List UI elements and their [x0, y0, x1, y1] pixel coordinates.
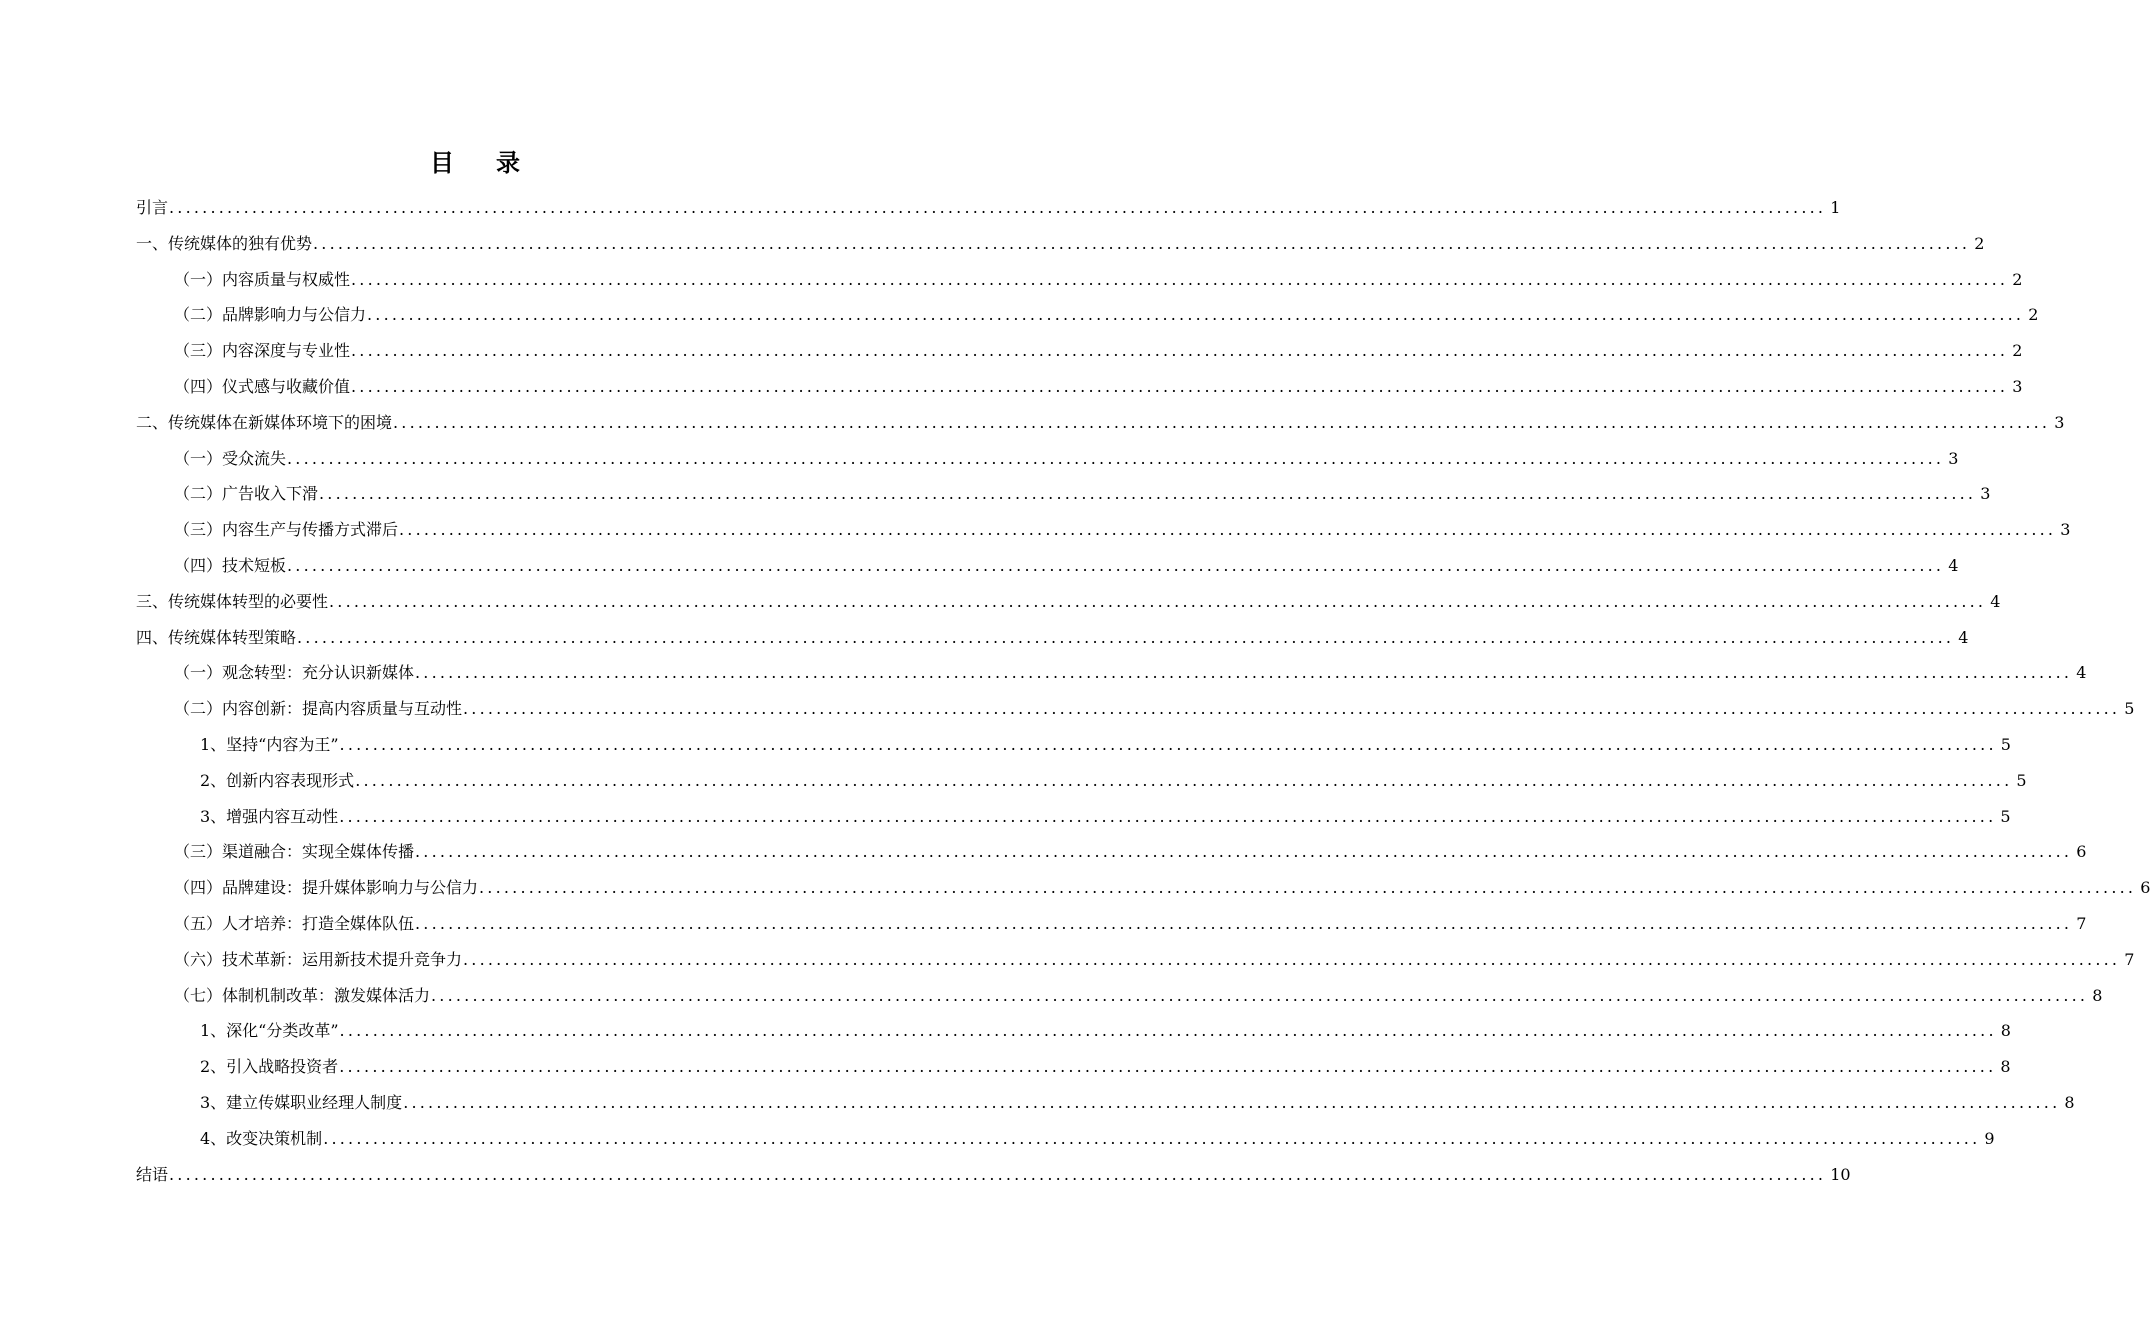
- dot-leader: ........................................................................................................................................................................................................: [329, 591, 1987, 611]
- toc-entry-page-number: 8: [2000, 1057, 2011, 1077]
- toc-entry[interactable]: [136, 949, 2135, 985]
- dot-leader: ........................................................................................................................................................................................................: [339, 1021, 1997, 1041]
- toc-entry-page-number: 10: [1830, 1164, 1851, 1184]
- toc-entry[interactable]: [136, 698, 2135, 734]
- dot-leader: ........................................................................................................................................................................................................: [463, 949, 2121, 969]
- title-char-2: 录: [496, 149, 520, 177]
- toc-entry-label: （三）内容深度与专业性: [174, 341, 351, 361]
- toc-entry[interactable]: [136, 340, 2023, 376]
- toc-entry[interactable]: [136, 841, 2087, 877]
- toc-entry-page-number: 2: [2012, 269, 2023, 289]
- dot-leader: ........................................................................................................................................................................................................: [399, 520, 2057, 540]
- toc-entry-label: 一、传统媒体的独有优势: [136, 233, 313, 253]
- page-title: [0, 147, 950, 179]
- dot-leader: ........................................................................................................................................................................................................: [313, 233, 1971, 253]
- toc-entry-page-number: 4: [1958, 627, 1969, 647]
- dot-leader: ........................................................................................................................................................................................................: [351, 341, 2009, 361]
- toc-entry[interactable]: [136, 376, 2023, 412]
- toc-entry-label: 3、增强内容互动性: [200, 806, 339, 826]
- dot-leader: ........................................................................................................................................................................................................: [169, 198, 1827, 217]
- toc-entry-label: （六）技术革新：运用新技术提升竞争力: [174, 949, 463, 969]
- dot-leader: ........................................................................................................................................................................................................: [431, 985, 2089, 1005]
- toc-entry-label: 三、传统媒体转型的必要性: [136, 591, 329, 611]
- toc-entry-label: 1、坚持“内容为王”: [200, 734, 339, 754]
- toc-entry[interactable]: [136, 197, 1841, 233]
- dot-leader: ........................................................................................................................................................................................................: [323, 1128, 1981, 1148]
- toc-entry-page-number: 2: [2028, 305, 2039, 325]
- toc-entry-label: （七）体制机制改革：激发媒体活力: [174, 985, 431, 1005]
- toc-entry-label: 引言: [136, 198, 169, 217]
- toc-entry[interactable]: [136, 627, 1969, 663]
- toc-entry-page-number: 5: [2000, 806, 2011, 826]
- dot-leader: ........................................................................................................................................................................................................: [355, 770, 2013, 790]
- toc-entry-label: （五）人才培养：打造全媒体队伍: [174, 913, 415, 933]
- toc-entry-page-number: 1: [1830, 198, 1841, 217]
- toc-entry-page-number: 4: [1990, 591, 2001, 611]
- toc-entry[interactable]: [136, 985, 2103, 1021]
- toc-entry-label: （四）技术短板: [174, 555, 287, 575]
- toc-entry-label: 1、深化“分类改革”: [200, 1021, 339, 1041]
- toc-entry[interactable]: [136, 662, 2087, 698]
- toc-entry-page-number: 5: [2016, 770, 2027, 790]
- toc-entry[interactable]: [136, 1020, 2011, 1056]
- dot-leader: ........................................................................................................................................................................................................: [287, 448, 1945, 468]
- dot-leader: ........................................................................................................................................................................................................: [351, 376, 2009, 396]
- toc-entry-page-number: 8: [2092, 985, 2103, 1005]
- title-char-1: 目: [430, 149, 454, 177]
- toc-entry-label: （二）品牌影响力与公信力: [174, 305, 367, 325]
- toc-entry-label: （一）受众流失: [174, 448, 287, 468]
- dot-leader: ........................................................................................................................................................................................................: [319, 484, 1977, 504]
- dot-leader: ........................................................................................................................................................................................................: [393, 412, 2051, 432]
- toc-entry-page-number: 3: [2012, 376, 2023, 396]
- table-of-contents: [136, 197, 2150, 1199]
- dot-leader: ........................................................................................................................................................................................................: [351, 269, 2009, 289]
- toc-entry-page-number: 3: [2054, 412, 2065, 432]
- dot-leader: ........................................................................................................................................................................................................: [339, 806, 1997, 826]
- dot-leader: ........................................................................................................................................................................................................: [415, 842, 2073, 862]
- toc-entry-label: （二）广告收入下滑: [174, 484, 319, 504]
- toc-entry[interactable]: [136, 483, 1991, 519]
- dot-leader: ........................................................................................................................................................................................................: [339, 734, 1997, 754]
- toc-entry-page-number: 7: [2124, 949, 2135, 969]
- toc-entry-label: （四）仪式感与收藏价值: [174, 376, 351, 396]
- dot-leader: ........................................................................................................................................................................................................: [169, 1164, 1827, 1184]
- toc-entry-label: 4、改变决策机制: [200, 1128, 323, 1148]
- toc-entry-page-number: 2: [1974, 233, 1985, 253]
- toc-entry[interactable]: [136, 806, 2011, 842]
- toc-entry[interactable]: [136, 304, 2039, 340]
- toc-entry-label: （一）观念转型：充分认识新媒体: [174, 663, 415, 683]
- toc-entry[interactable]: [136, 1056, 2011, 1092]
- toc-entry[interactable]: [136, 734, 2011, 770]
- toc-entry-page-number: 3: [1948, 448, 1959, 468]
- toc-entry-label: （四）品牌建设：提升媒体影响力与公信力: [174, 878, 479, 898]
- toc-entry-label: （三）渠道融合：实现全媒体传播: [174, 842, 415, 862]
- toc-entry[interactable]: [136, 555, 1959, 591]
- toc-entry-label: 3、建立传媒职业经理人制度: [200, 1092, 403, 1112]
- toc-entry-label: （三）内容生产与传播方式滞后: [174, 520, 399, 540]
- toc-entry-label: 2、创新内容表现形式: [200, 770, 355, 790]
- toc-entry-page-number: 8: [2000, 1021, 2011, 1041]
- toc-entry-label: （二）内容创新：提高内容质量与互动性: [174, 699, 463, 719]
- toc-entry-page-number: 5: [2000, 734, 2011, 754]
- dot-leader: ........................................................................................................................................................................................................: [297, 627, 1955, 647]
- dot-leader: ........................................................................................................................................................................................................: [479, 878, 2137, 898]
- toc-entry[interactable]: [136, 412, 2065, 448]
- toc-entry-label: 二、传统媒体在新媒体环境下的困境: [136, 412, 393, 432]
- toc-entry-label: 2、引入战略投资者: [200, 1057, 339, 1077]
- dot-leader: ........................................................................................................................................................................................................: [463, 699, 2121, 719]
- toc-entry[interactable]: [136, 448, 1959, 484]
- dot-leader: ........................................................................................................................................................................................................: [339, 1057, 1997, 1077]
- toc-entry-page-number: 6: [2076, 842, 2087, 862]
- toc-entry-page-number: 5: [2124, 699, 2135, 719]
- dot-leader: ........................................................................................................................................................................................................: [415, 913, 2073, 933]
- toc-entry-page-number: 9: [1984, 1128, 1995, 1148]
- toc-entry-label: （一）内容质量与权威性: [174, 269, 351, 289]
- toc-entry[interactable]: [136, 519, 2071, 555]
- dot-leader: ........................................................................................................................................................................................................: [415, 663, 2073, 683]
- toc-entry-page-number: 3: [1980, 484, 1991, 504]
- dot-leader: ........................................................................................................................................................................................................: [403, 1092, 2061, 1112]
- dot-leader: ........................................................................................................................................................................................................: [287, 555, 1945, 575]
- toc-entry[interactable]: [136, 233, 1985, 269]
- toc-entry-page-number: 4: [1948, 555, 1959, 575]
- toc-entry-page-number: 6: [2140, 878, 2150, 898]
- toc-entry[interactable]: [136, 770, 2027, 806]
- toc-entry[interactable]: [136, 1164, 1851, 1200]
- toc-entry-label: 结语: [136, 1164, 169, 1184]
- toc-entry-page-number: 4: [2076, 663, 2087, 683]
- toc-entry[interactable]: [136, 591, 2001, 627]
- dot-leader: ........................................................................................................................................................................................................: [367, 305, 2025, 325]
- toc-entry-page-number: 3: [2060, 520, 2071, 540]
- toc-entry[interactable]: [136, 877, 2150, 913]
- toc-entry-page-number: 8: [2064, 1092, 2075, 1112]
- toc-entry[interactable]: [136, 913, 2087, 949]
- toc-entry-page-number: 2: [2012, 341, 2023, 361]
- toc-entry-page-number: 7: [2076, 913, 2087, 933]
- toc-entry-label: 四、传统媒体转型策略: [136, 627, 297, 647]
- toc-entry[interactable]: [136, 1092, 2075, 1128]
- toc-entry[interactable]: [136, 269, 2023, 305]
- toc-entry[interactable]: [136, 1128, 1995, 1164]
